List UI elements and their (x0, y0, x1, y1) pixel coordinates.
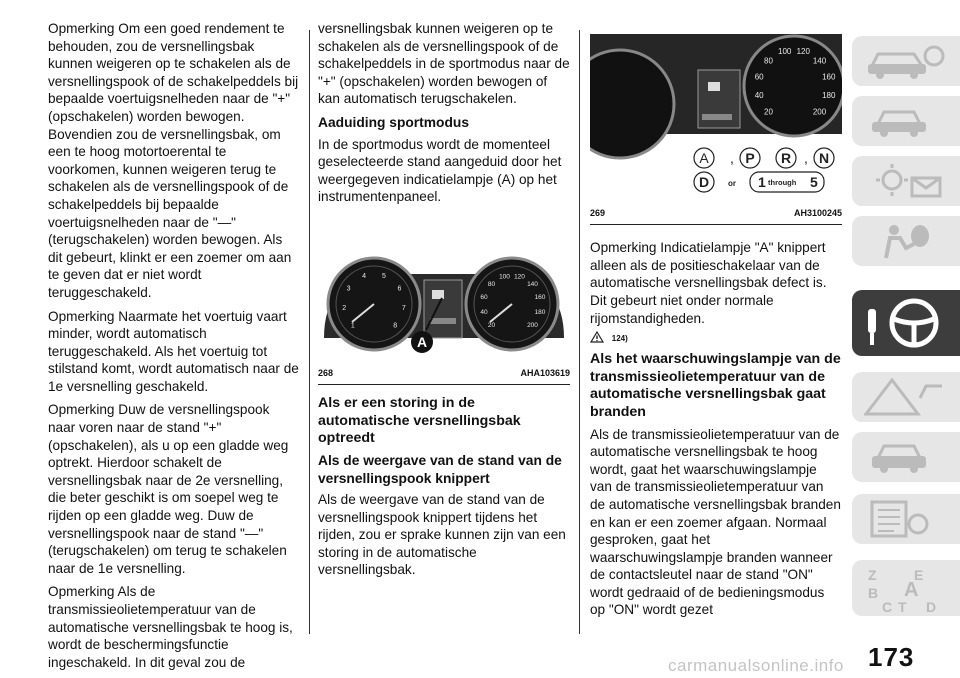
gauge-tick-label: 40 (754, 91, 764, 101)
subsection-heading: Als de weergave van de stand van de versnellingspook knippert (318, 452, 562, 486)
indicator-a: A (699, 150, 709, 166)
tab-car-info[interactable] (852, 36, 960, 86)
paragraph: Opmerking Naarmate het voertuig vaart minder, wordt automatisch teruggeschakeld. Als het voertuig tot stilstand komt, wordt automatisch naar de 1e versnelling geschakeld. (48, 308, 299, 394)
gauge-tick-label: 60 (480, 293, 488, 301)
index-icon (864, 566, 948, 614)
figure-number: 268 (318, 367, 334, 378)
index-letter: B (868, 585, 879, 601)
indicator-p: P (745, 150, 755, 166)
gauge-tick-label: 120 (514, 273, 525, 281)
paragraph: Als de transmissieolietemperatuur van de automatische versnellingsbak te hoog wordt, gaat het waarschuwingslampje van de transmissieolietemperatuur van de automatische versnellingsbak branden en kan er een zoemer afgaan. Normaal gesproken, gaat het waarschuwingslampje branden wanneer de contactsleutel naar de stand "ON" wordt gedraaid of de bedieningsmodus op "ON" wordt gezet (590, 426, 841, 618)
gauge-tick-label: 100 (499, 273, 510, 281)
column-left (48, 20, 300, 677)
airbag-icon (864, 222, 948, 260)
gauge-tick-label: 160 (822, 72, 836, 82)
column-right (590, 20, 842, 625)
indicator-separator: , (804, 150, 808, 166)
tab-breakdown[interactable] (852, 372, 960, 422)
figure-269 (590, 34, 842, 225)
paragraph: Opmerking Als de transmissieolietemperatuur van de automatische versnellingsbak te hoog is, wordt de beschermingsfunctie ingeschakeld. In dit geval zou de (48, 584, 293, 670)
gauge-tick-label: 6 (397, 285, 402, 293)
paragraph: In de sportmodus wordt de momenteel geselecteerde stand aangeduid door het weergegeven indicatielampje (A) op het instrumentenpaneel. (318, 136, 562, 205)
gauge-tick-label: 40 (480, 308, 488, 316)
tab-index[interactable] (852, 560, 960, 616)
paragraph: Opmerking Om een goed rendement te behouden, zou de versnellingsbak kunnen weigeren op te schakelen als de versnellingspook of de schakelpeddels bij bepaalde voertuigsnelheden naar de "+" (opschakelen) worden bewogen. Bovendien zou de versnellingsbak, om een te hoog motortoerental te voorkomen, kunnen weigeren terug te schakelen als de versnellingspook of de schakelpeddels bij bepaalde voertuigsnelheden naar de "—" (terugschakelen) worden bewogen. Als dit gebeurt, klinkt er een zoemer om aan te geven dat er niet wordt teruggeschakeld. (48, 21, 299, 300)
figure-caption (318, 365, 570, 386)
gauge-tick-label: 200 (527, 321, 538, 329)
gauge-tick-label: 4 (362, 273, 367, 281)
indicator-n: N (818, 150, 830, 166)
gauge-tick-label: 180 (534, 308, 546, 316)
column-divider (579, 30, 580, 634)
gauge-tick-label: 120 (796, 47, 810, 56)
indicator-1: 1 (758, 174, 766, 190)
gauge-tick-label: 7 (401, 304, 406, 312)
column-middle (318, 20, 570, 585)
gauge-tick-label: 20 (487, 321, 496, 329)
figure-code: AHA103619 (520, 367, 570, 378)
gauge-tick-label: 20 (764, 107, 773, 117)
index-letter: Z (868, 567, 877, 583)
gauge-tick-label: 60 (754, 72, 764, 82)
breakdown-icon (864, 378, 948, 416)
figure-number: 269 (590, 207, 606, 218)
tab-car-maintenance[interactable] (852, 432, 960, 482)
tab-tech-data[interactable] (852, 494, 960, 544)
paragraph: Opmerking Duw de versnellingspook naar voren naar de stand "+" (opschakelen), als u op een gladde weg optrekt. Hierdoor schakelt de versnellingsbak naar de 2e versnelling, die beter geschikt is om soepel weg te rijden op een gladde weg. Duw de versnellingspook naar de stand "—" (terugschakelen) om terug te schakelen naar de 1e versnelling. (48, 402, 289, 576)
gauge-tick-label: 3 (346, 285, 351, 293)
index-letter: A (904, 579, 919, 601)
car-maintenance-icon (864, 438, 948, 476)
index-letter: C (882, 599, 893, 614)
note-ref-number: 124) (611, 333, 628, 343)
paragraph: Opmerking Indicatielampje "A" knippert alleen als de positieschakelaar van de automatische versnellingsbak defect is. Dit gebeurt niet onder normale rijomstandigheden. (590, 240, 827, 326)
car-safety-icon (864, 102, 948, 140)
gauge-tick-label: 1 (350, 322, 355, 330)
gauge-tick-label: 5 (381, 273, 386, 281)
section-heading: Als het waarschuwingslampje van de transmissieolietemperatuur van de automatische versnellingsbak gaat branden (590, 351, 841, 420)
indicator-or: or (728, 179, 736, 188)
section-heading: Aaduiding sportmodus (318, 114, 469, 130)
section-heading: Als er een storing in de automatische versnellingsbak optreedt (318, 395, 521, 447)
gauge-tick-label: 140 (527, 280, 538, 288)
warning-triangle-icon (590, 330, 604, 348)
paragraph: Als de weergave van de stand van de versnellingspook knippert tijdens het rijden, zou er sprake kunnen zijn van een storing in de automatische versnellingsbak. (318, 492, 566, 578)
index-letter: D (926, 599, 937, 614)
gauge-tick-label: 200 (812, 107, 827, 117)
gauge-tick-label: 80 (764, 56, 773, 66)
gauge-tick-label: 2 (342, 304, 347, 312)
tech-data-icon (864, 500, 948, 538)
tab-starting-driving[interactable] (852, 290, 960, 356)
instrument-cluster-illustration (318, 218, 570, 360)
page-number: 173 (868, 642, 915, 672)
tab-airbag[interactable] (852, 216, 960, 266)
gauge-tick-label: 8 (393, 322, 398, 330)
chapter-tabs (852, 0, 960, 678)
indicator-separator: , (730, 150, 734, 166)
figure-code: AH3100245 (793, 207, 842, 218)
index-letter: T (898, 599, 907, 614)
indicator-r: R (780, 150, 792, 166)
tab-warning-lights[interactable] (852, 156, 960, 206)
instrument-cluster-closeup (590, 34, 842, 194)
indicator-5: 5 (810, 174, 818, 190)
figure-268 (318, 218, 570, 385)
gauge-tick-label: 140 (812, 56, 827, 66)
car-info-icon (864, 42, 948, 80)
watermark: carmanualsonline.info (668, 656, 844, 675)
indicator-d: D (698, 174, 710, 190)
column-divider (309, 30, 310, 634)
index-letter: E (914, 567, 924, 583)
tab-car-safety[interactable] (852, 96, 960, 146)
note-reference (590, 329, 842, 345)
gauge-tick-label: 80 (487, 280, 496, 288)
warning-lights-icon (864, 162, 948, 200)
figure-caption (590, 205, 842, 226)
paragraph: versnellingsbak kunnen weigeren op te schakelen als de versnellingspook of de schakelpeddels in de sportmodus naar de "+" (opschakelen) worden bewogen of kan automatisch terugschakelen. (318, 21, 570, 107)
callout-label-a: A (416, 333, 428, 350)
indicator-through: through (768, 178, 797, 187)
gauge-tick-label: 100 (778, 47, 792, 56)
steering-key-icon (864, 295, 948, 351)
gauge-tick-label: 160 (534, 293, 546, 301)
gauge-tick-label: 180 (822, 91, 836, 101)
